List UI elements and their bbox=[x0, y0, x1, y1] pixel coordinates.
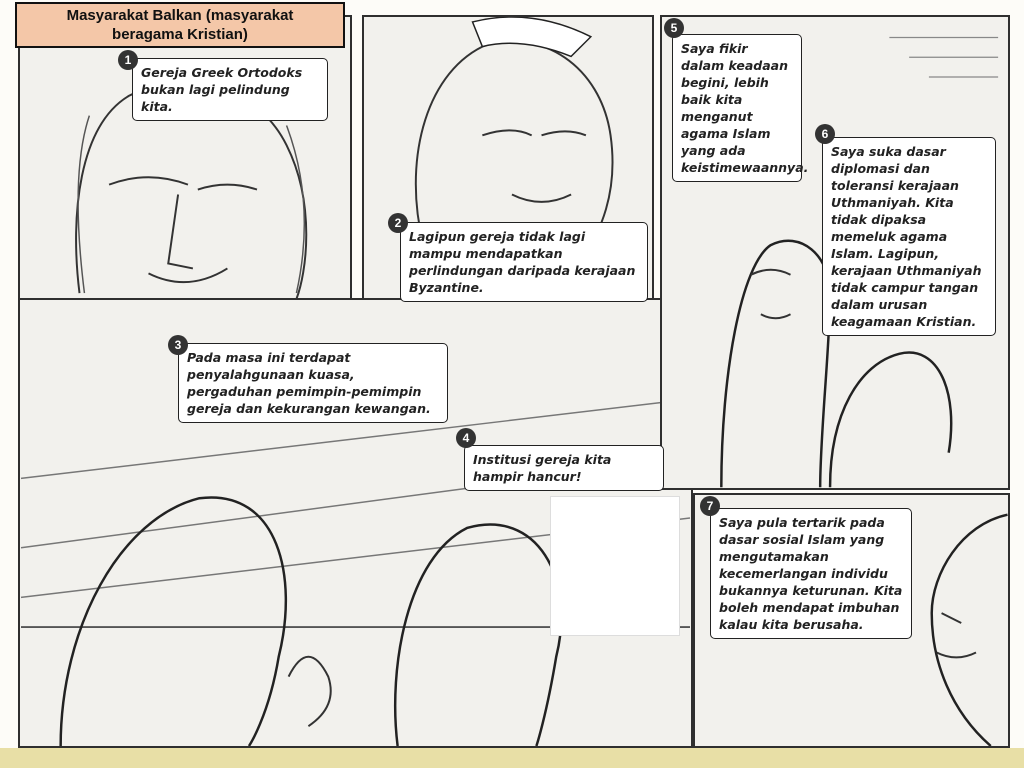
speech-bubble-1: Gereja Greek Ortodoks bukan lagi pelindung kita. bbox=[132, 58, 328, 121]
speech-bubble-6: Saya suka dasar diplomasi dan toleransi kerajaan Uthmaniyah. Kita tidak dipaksa memeluk agama Islam. Lagipun, kerajaan Uthmaniyah tidak campur tangan dalam urusan keagamaan Kristian. bbox=[822, 137, 996, 336]
panel-number-5: 5 bbox=[664, 18, 684, 38]
panel-number-6: 6 bbox=[815, 124, 835, 144]
speech-bubble-4: Institusi gereja kita hampir hancur! bbox=[464, 445, 664, 491]
panel-number-4: 4 bbox=[456, 428, 476, 448]
panel-number-3: 3 bbox=[168, 335, 188, 355]
page-title-line-1: Masyarakat Balkan (masyarakat bbox=[66, 7, 294, 24]
panel-number-2: 2 bbox=[388, 213, 408, 233]
page-title-line-2: beragama Kristian) bbox=[112, 26, 248, 43]
speech-bubble-3: Pada masa ini terdapat penyalahgunaan kuasa, pergaduhan pemimpin-pemimpin gereja dan kekurangan kewangan. bbox=[178, 343, 448, 423]
blank-patch bbox=[550, 496, 680, 636]
speech-bubble-2: Lagipun gereja tidak lagi mampu mendapatkan perlindungan daripada kerajaan Byzantine. bbox=[400, 222, 648, 302]
panel-number-1: 1 bbox=[118, 50, 138, 70]
speech-bubble-5: Saya fikir dalam keadaan begini, lebih baik kita menganut agama Islam yang ada keistimewaannya. bbox=[672, 34, 802, 182]
speech-bubble-7: Saya pula tertarik pada dasar sosial Islam yang mengutamakan kecemerlangan individu bukannya keturunan. Kita boleh mendapat imbuhan kalau kita berusaha. bbox=[710, 508, 912, 639]
panel-number-7: 7 bbox=[700, 496, 720, 516]
page-title bbox=[15, 2, 345, 48]
